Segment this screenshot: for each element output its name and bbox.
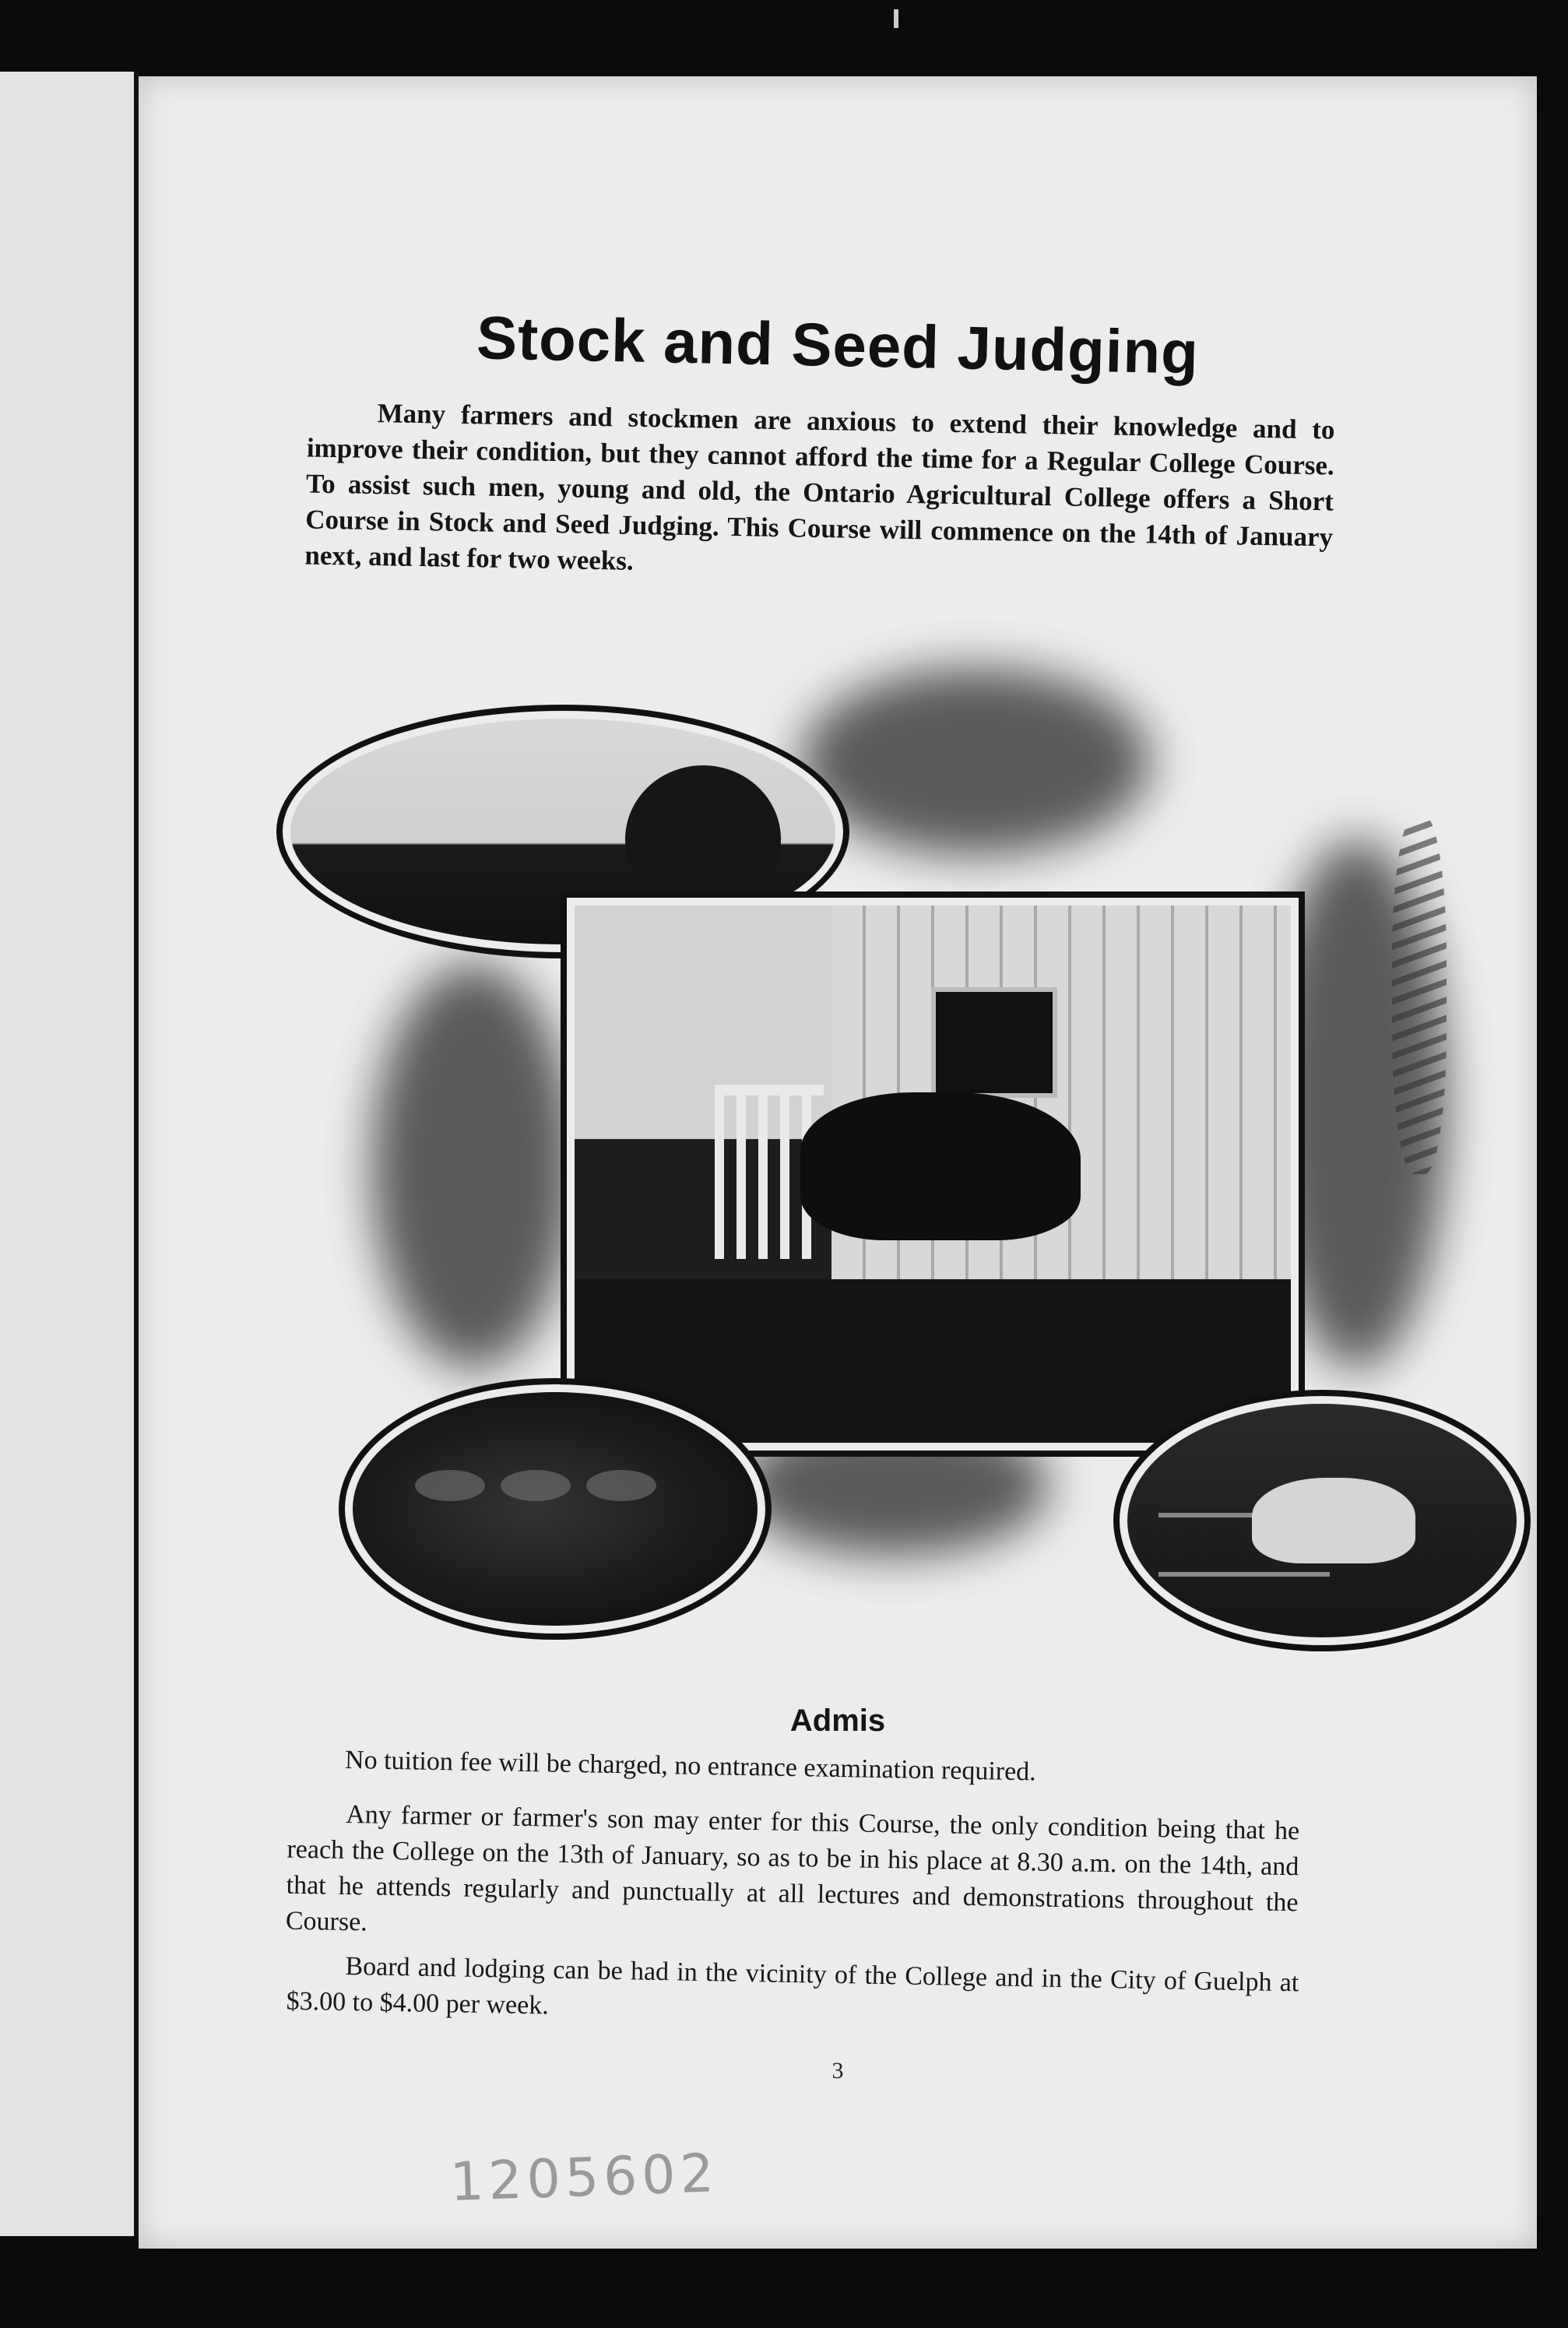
bull-by-barn-photo: [567, 898, 1299, 1451]
admission-paragraph: Board and lodging can be had in the vicinity of the College and in the City of Guelph at $3.00 to $4.00 per week.: [286, 1951, 1299, 2020]
handwritten-catalog-number: 1205602: [448, 2143, 720, 2214]
tree-silhouette: [625, 765, 781, 913]
cattle-shape: [501, 1470, 571, 1501]
page-number: 3: [831, 2058, 844, 2084]
admission-paragraph: Any farmer or farmer's son may enter for this Course, the only condition being that he reach the College on the 13th of January, so as to be in his place at 8.30 a.m. on the 14th, and that he attends regularly and punctually at all lectures and demonstrations throughout the Course.: [285, 1799, 1300, 1937]
barn-window: [931, 987, 1057, 1098]
herd-photo: [345, 1384, 765, 1633]
cattle-shape: [586, 1470, 656, 1501]
ink-splotch: [800, 668, 1151, 855]
photo-collage: [255, 637, 1454, 1680]
document-page: [139, 76, 1537, 2249]
white-cow-figure: [1252, 1478, 1415, 1563]
admission-paragraph: No tuition fee will be charged, no entrance examination required.: [344, 1745, 1037, 1787]
admission-heading: Admis: [789, 1704, 886, 1738]
intro-paragraph: Many farmers and stockmen are anxious to extend their knowledge and to improve their condition, but they cannot afford the time for a Regular College Course. To assist such men, young and old, the Ontario Agricultural College offers a Short Course in Stock and Seed Judging. This Course will commence on the 14th of January next, and last for two weeks.: [304, 398, 1335, 576]
page-title: Stock and Seed Judging: [476, 303, 1200, 387]
wheat-stalk-decoration: [1392, 816, 1447, 1174]
scan-speck: [894, 9, 898, 28]
ink-splotch: [372, 964, 575, 1369]
facing-page-edge: [0, 72, 139, 2236]
cattle-shape: [415, 1470, 485, 1501]
bull-figure: [800, 1092, 1081, 1240]
white-cow-photo: [1120, 1396, 1524, 1645]
